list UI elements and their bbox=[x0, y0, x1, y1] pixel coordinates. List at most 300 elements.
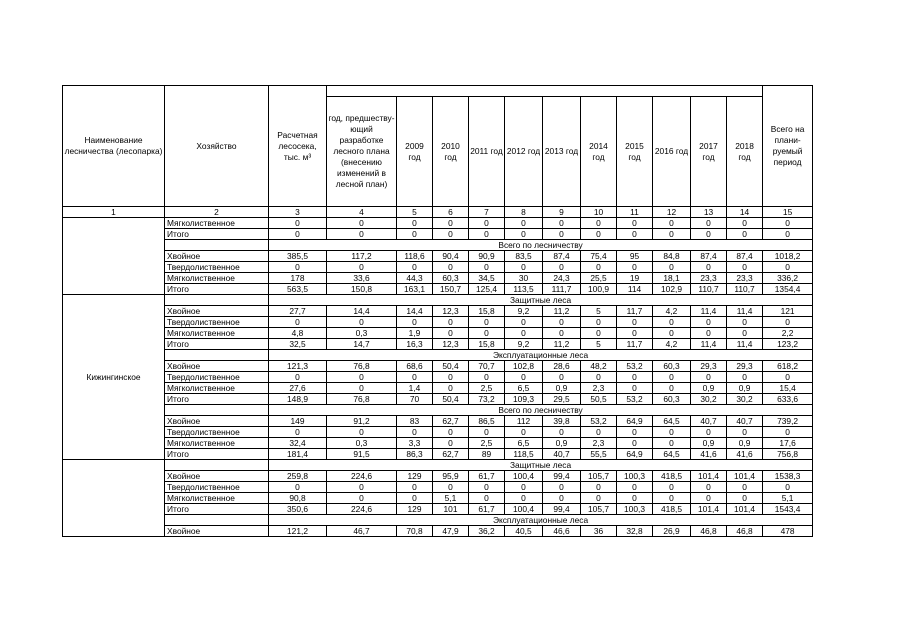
value-cell: 121 bbox=[763, 306, 813, 317]
value-cell: 15,8 bbox=[469, 306, 505, 317]
value-cell: 0 bbox=[581, 427, 617, 438]
value-cell: 0 bbox=[543, 372, 581, 383]
section-spacer bbox=[165, 295, 269, 306]
value-cell: 0,9 bbox=[543, 383, 581, 394]
value-cell: 47,9 bbox=[433, 526, 469, 537]
value-cell: 0 bbox=[617, 229, 653, 240]
value-cell: 100,3 bbox=[617, 504, 653, 515]
value-cell: 86,5 bbox=[469, 416, 505, 427]
table-row bbox=[63, 438, 813, 449]
value-cell: 0 bbox=[581, 482, 617, 493]
value-cell: 0 bbox=[543, 317, 581, 328]
section-title: Эксплуатационные леса bbox=[269, 350, 813, 361]
value-cell: 0 bbox=[433, 317, 469, 328]
value-cell: 0 bbox=[617, 427, 653, 438]
value-cell: 0 bbox=[727, 218, 763, 229]
value-cell: 64,9 bbox=[617, 416, 653, 427]
value-cell: 563,5 bbox=[269, 284, 327, 295]
value-cell: 53,2 bbox=[581, 416, 617, 427]
header-year: 2011 год bbox=[469, 97, 505, 207]
value-cell: 2,5 bbox=[469, 383, 505, 394]
value-cell: 0 bbox=[327, 372, 397, 383]
farm-type-cell: Твердолиственное bbox=[165, 427, 269, 438]
value-cell: 0 bbox=[269, 482, 327, 493]
column-number: 9 bbox=[543, 207, 581, 218]
value-cell: 0 bbox=[727, 482, 763, 493]
column-number: 1 bbox=[63, 207, 165, 218]
table-row bbox=[63, 383, 813, 394]
value-cell: 618,2 bbox=[763, 361, 813, 372]
farm-type-cell: Хвойное bbox=[165, 251, 269, 262]
value-cell: 150,8 bbox=[327, 284, 397, 295]
value-cell: 18,1 bbox=[653, 273, 691, 284]
value-cell: 86,3 bbox=[397, 449, 433, 460]
value-cell: 29,5 bbox=[543, 394, 581, 405]
table-row bbox=[63, 427, 813, 438]
table-row bbox=[63, 339, 813, 350]
value-cell: 0 bbox=[691, 262, 727, 273]
value-cell: 418,5 bbox=[653, 471, 691, 482]
value-cell: 87,4 bbox=[543, 251, 581, 262]
value-cell: 50,5 bbox=[581, 394, 617, 405]
forestry-name-cell bbox=[63, 460, 165, 537]
value-cell: 0 bbox=[433, 427, 469, 438]
value-cell: 0 bbox=[691, 317, 727, 328]
value-cell: 4,2 bbox=[653, 306, 691, 317]
table-row bbox=[63, 482, 813, 493]
column-number: 5 bbox=[397, 207, 433, 218]
value-cell: 11,2 bbox=[543, 339, 581, 350]
header-year: 2015 год bbox=[617, 97, 653, 207]
table-row bbox=[63, 317, 813, 328]
value-cell: 0 bbox=[617, 262, 653, 273]
value-cell: 40,7 bbox=[543, 449, 581, 460]
column-number: 13 bbox=[691, 207, 727, 218]
value-cell: 0 bbox=[327, 493, 397, 504]
table-row bbox=[63, 361, 813, 372]
value-cell: 0 bbox=[327, 218, 397, 229]
table-row bbox=[63, 251, 813, 262]
value-cell: 0 bbox=[617, 383, 653, 394]
value-cell: 0 bbox=[505, 427, 543, 438]
value-cell: 224,6 bbox=[327, 504, 397, 515]
value-cell: 739,2 bbox=[763, 416, 813, 427]
section-spacer bbox=[165, 405, 269, 416]
value-cell: 0 bbox=[433, 328, 469, 339]
value-cell: 46,8 bbox=[691, 526, 727, 537]
value-cell: 0 bbox=[397, 427, 433, 438]
value-cell: 53,2 bbox=[617, 361, 653, 372]
value-cell: 418,5 bbox=[653, 504, 691, 515]
header-year: 2017 год bbox=[691, 97, 727, 207]
value-cell: 0 bbox=[691, 427, 727, 438]
value-cell: 0 bbox=[727, 427, 763, 438]
value-cell: 633,6 bbox=[763, 394, 813, 405]
value-cell: 0 bbox=[543, 218, 581, 229]
value-cell: 259,8 bbox=[269, 471, 327, 482]
value-cell: 0 bbox=[543, 427, 581, 438]
value-cell: 6,5 bbox=[505, 438, 543, 449]
value-cell: 0 bbox=[327, 482, 397, 493]
value-cell: 102,9 bbox=[653, 284, 691, 295]
column-number: 6 bbox=[433, 207, 469, 218]
farm-type-cell: Итого bbox=[165, 284, 269, 295]
value-cell: 64,5 bbox=[653, 416, 691, 427]
value-cell: 0 bbox=[469, 317, 505, 328]
table-row bbox=[63, 328, 813, 339]
section-row bbox=[63, 295, 813, 306]
column-number: 10 bbox=[581, 207, 617, 218]
column-number: 8 bbox=[505, 207, 543, 218]
table-row bbox=[63, 229, 813, 240]
value-cell: 1018,2 bbox=[763, 251, 813, 262]
forest-harvest-table bbox=[62, 85, 813, 537]
column-number: 4 bbox=[327, 207, 397, 218]
value-cell: 0 bbox=[653, 218, 691, 229]
value-cell: 0 bbox=[397, 262, 433, 273]
value-cell: 32,5 bbox=[269, 339, 327, 350]
header-allowable-cut: Расчетная лесосека, тыс. м³ bbox=[269, 86, 327, 207]
value-cell: 73,2 bbox=[469, 394, 505, 405]
value-cell: 90,8 bbox=[269, 493, 327, 504]
value-cell: 0 bbox=[617, 328, 653, 339]
table-row bbox=[63, 306, 813, 317]
value-cell: 756,8 bbox=[763, 449, 813, 460]
value-cell: 12,3 bbox=[433, 306, 469, 317]
farm-type-cell: Хвойное bbox=[165, 526, 269, 537]
value-cell: 101,4 bbox=[727, 471, 763, 482]
value-cell: 0 bbox=[727, 229, 763, 240]
value-cell: 0 bbox=[727, 262, 763, 273]
value-cell: 4,2 bbox=[653, 339, 691, 350]
value-cell: 50,4 bbox=[433, 394, 469, 405]
value-cell: 0 bbox=[433, 482, 469, 493]
section-row bbox=[63, 460, 813, 471]
value-cell: 14,7 bbox=[327, 339, 397, 350]
value-cell: 36 bbox=[581, 526, 617, 537]
header-year: 2018 год bbox=[727, 97, 763, 207]
value-cell: 0 bbox=[543, 262, 581, 273]
value-cell: 0 bbox=[269, 262, 327, 273]
value-cell: 0 bbox=[397, 372, 433, 383]
value-cell: 23,3 bbox=[727, 273, 763, 284]
value-cell: 5,1 bbox=[433, 493, 469, 504]
value-cell: 30,2 bbox=[727, 394, 763, 405]
value-cell: 129 bbox=[397, 504, 433, 515]
value-cell: 100,3 bbox=[617, 471, 653, 482]
value-cell: 0 bbox=[581, 218, 617, 229]
value-cell: 62,7 bbox=[433, 416, 469, 427]
table-row bbox=[63, 471, 813, 482]
value-cell: 29,3 bbox=[691, 361, 727, 372]
value-cell: 0 bbox=[269, 372, 327, 383]
section-row bbox=[63, 350, 813, 361]
value-cell: 0 bbox=[397, 229, 433, 240]
value-cell: 0 bbox=[269, 317, 327, 328]
value-cell: 14,4 bbox=[397, 306, 433, 317]
value-cell: 111,7 bbox=[543, 284, 581, 295]
farm-type-cell: Хвойное bbox=[165, 471, 269, 482]
value-cell: 102,8 bbox=[505, 361, 543, 372]
farm-type-cell: Твердолиственное bbox=[165, 372, 269, 383]
header-year: 2013 год bbox=[543, 97, 581, 207]
value-cell: 0 bbox=[617, 372, 653, 383]
section-row bbox=[63, 240, 813, 251]
value-cell: 0 bbox=[581, 372, 617, 383]
value-cell: 76,8 bbox=[327, 394, 397, 405]
value-cell: 101,4 bbox=[691, 471, 727, 482]
column-number: 12 bbox=[653, 207, 691, 218]
header-forestry: Наименование лесничества (лесопарка) bbox=[63, 86, 165, 207]
header-year: 2012 год bbox=[505, 97, 543, 207]
value-cell: 50,4 bbox=[433, 361, 469, 372]
value-cell: 1354,4 bbox=[763, 284, 813, 295]
value-cell: 15,4 bbox=[763, 383, 813, 394]
value-cell: 105,7 bbox=[581, 504, 617, 515]
value-cell: 46,6 bbox=[543, 526, 581, 537]
value-cell: 0 bbox=[505, 262, 543, 273]
value-cell: 2,2 bbox=[763, 328, 813, 339]
value-cell: 11,4 bbox=[727, 306, 763, 317]
value-cell: 0 bbox=[763, 427, 813, 438]
value-cell: 11,4 bbox=[691, 306, 727, 317]
section-spacer bbox=[165, 460, 269, 471]
value-cell: 0 bbox=[763, 262, 813, 273]
value-cell: 0,3 bbox=[327, 438, 397, 449]
value-cell: 83 bbox=[397, 416, 433, 427]
value-cell: 41,6 bbox=[691, 449, 727, 460]
value-cell: 100,4 bbox=[505, 471, 543, 482]
value-cell: 0 bbox=[691, 218, 727, 229]
section-spacer bbox=[165, 240, 269, 251]
value-cell: 336,2 bbox=[763, 273, 813, 284]
section-title: Всего по лесничеству bbox=[269, 405, 813, 416]
value-cell: 0 bbox=[469, 218, 505, 229]
farm-type-cell: Итого bbox=[165, 229, 269, 240]
forestry-name-cell bbox=[63, 218, 165, 295]
value-cell: 0 bbox=[505, 328, 543, 339]
section-spacer bbox=[165, 350, 269, 361]
value-cell: 129 bbox=[397, 471, 433, 482]
value-cell: 17,6 bbox=[763, 438, 813, 449]
value-cell: 0,3 bbox=[327, 328, 397, 339]
value-cell: 0 bbox=[327, 317, 397, 328]
value-cell: 26,9 bbox=[653, 526, 691, 537]
value-cell: 64,9 bbox=[617, 449, 653, 460]
value-cell: 90,4 bbox=[433, 251, 469, 262]
table-row bbox=[63, 493, 813, 504]
value-cell: 60,3 bbox=[433, 273, 469, 284]
farm-type-cell: Мягколиственное bbox=[165, 218, 269, 229]
value-cell: 0 bbox=[653, 493, 691, 504]
value-cell: 0,9 bbox=[543, 438, 581, 449]
value-cell: 55,5 bbox=[581, 449, 617, 460]
farm-type-cell: Твердолиственное bbox=[165, 317, 269, 328]
table-row bbox=[63, 372, 813, 383]
section-row bbox=[63, 405, 813, 416]
value-cell: 0,9 bbox=[727, 438, 763, 449]
value-cell: 0 bbox=[469, 262, 505, 273]
farm-type-cell: Хвойное bbox=[165, 361, 269, 372]
value-cell: 0 bbox=[727, 372, 763, 383]
value-cell: 6,5 bbox=[505, 383, 543, 394]
value-cell: 29,3 bbox=[727, 361, 763, 372]
column-number: 11 bbox=[617, 207, 653, 218]
value-cell: 11,7 bbox=[617, 306, 653, 317]
value-cell: 68,6 bbox=[397, 361, 433, 372]
value-cell: 32,8 bbox=[617, 526, 653, 537]
farm-type-cell: Итого bbox=[165, 339, 269, 350]
value-cell: 61,7 bbox=[469, 471, 505, 482]
value-cell: 148,9 bbox=[269, 394, 327, 405]
value-cell: 121,3 bbox=[269, 361, 327, 372]
value-cell: 60,3 bbox=[653, 361, 691, 372]
value-cell: 0 bbox=[763, 482, 813, 493]
value-cell: 0 bbox=[763, 218, 813, 229]
value-cell: 32,4 bbox=[269, 438, 327, 449]
farm-type-cell: Итого bbox=[165, 449, 269, 460]
value-cell: 110,7 bbox=[727, 284, 763, 295]
farm-type-cell: Твердолиственное bbox=[165, 262, 269, 273]
header-total: Всего на плани-руемый период bbox=[763, 86, 813, 207]
header-blank bbox=[327, 86, 763, 97]
value-cell: 118,5 bbox=[505, 449, 543, 460]
value-cell: 11,4 bbox=[727, 339, 763, 350]
value-cell: 5 bbox=[581, 339, 617, 350]
farm-type-cell: Итого bbox=[165, 504, 269, 515]
value-cell: 163,1 bbox=[397, 284, 433, 295]
value-cell: 0 bbox=[581, 262, 617, 273]
value-cell: 28,6 bbox=[543, 361, 581, 372]
value-cell: 0 bbox=[617, 493, 653, 504]
farm-type-cell: Мягколиственное bbox=[165, 438, 269, 449]
value-cell: 46,7 bbox=[327, 526, 397, 537]
value-cell: 0 bbox=[763, 229, 813, 240]
value-cell: 40,7 bbox=[691, 416, 727, 427]
value-cell: 0 bbox=[327, 427, 397, 438]
value-cell: 60,3 bbox=[653, 394, 691, 405]
value-cell: 12,3 bbox=[433, 339, 469, 350]
value-cell: 14,4 bbox=[327, 306, 397, 317]
table-row bbox=[63, 273, 813, 284]
value-cell: 0 bbox=[433, 218, 469, 229]
value-cell: 11,4 bbox=[691, 339, 727, 350]
value-cell: 121,2 bbox=[269, 526, 327, 537]
value-cell: 109,3 bbox=[505, 394, 543, 405]
value-cell: 36,2 bbox=[469, 526, 505, 537]
value-cell: 2,3 bbox=[581, 438, 617, 449]
header-year: 2009 год bbox=[397, 97, 433, 207]
value-cell: 48,2 bbox=[581, 361, 617, 372]
value-cell: 0 bbox=[397, 218, 433, 229]
value-cell: 30 bbox=[505, 273, 543, 284]
value-cell: 40,7 bbox=[727, 416, 763, 427]
value-cell: 0 bbox=[543, 482, 581, 493]
value-cell: 95,9 bbox=[433, 471, 469, 482]
value-cell: 0 bbox=[581, 317, 617, 328]
value-cell: 0 bbox=[617, 438, 653, 449]
value-cell: 0 bbox=[505, 229, 543, 240]
value-cell: 4,8 bbox=[269, 328, 327, 339]
value-cell: 0 bbox=[691, 229, 727, 240]
value-cell: 33,6 bbox=[327, 273, 397, 284]
value-cell: 150,7 bbox=[433, 284, 469, 295]
value-cell: 0 bbox=[469, 229, 505, 240]
value-cell: 1,4 bbox=[397, 383, 433, 394]
value-cell: 101 bbox=[433, 504, 469, 515]
value-cell: 0 bbox=[433, 229, 469, 240]
value-cell: 0 bbox=[653, 262, 691, 273]
value-cell: 5 bbox=[581, 306, 617, 317]
value-cell: 0,9 bbox=[691, 383, 727, 394]
table-row bbox=[63, 504, 813, 515]
value-cell: 101,4 bbox=[727, 504, 763, 515]
value-cell: 0,9 bbox=[727, 383, 763, 394]
value-cell: 100,4 bbox=[505, 504, 543, 515]
value-cell: 84,8 bbox=[653, 251, 691, 262]
value-cell: 0 bbox=[691, 372, 727, 383]
value-cell: 0,9 bbox=[691, 438, 727, 449]
farm-type-cell: Мягколиственное bbox=[165, 273, 269, 284]
value-cell: 87,4 bbox=[727, 251, 763, 262]
value-cell: 91,5 bbox=[327, 449, 397, 460]
value-cell: 3,3 bbox=[397, 438, 433, 449]
value-cell: 25,5 bbox=[581, 273, 617, 284]
value-cell: 39,8 bbox=[543, 416, 581, 427]
farm-type-cell: Мягколиственное bbox=[165, 328, 269, 339]
value-cell: 0 bbox=[691, 328, 727, 339]
value-cell: 70,8 bbox=[397, 526, 433, 537]
value-cell: 0 bbox=[653, 438, 691, 449]
value-cell: 0 bbox=[327, 229, 397, 240]
value-cell: 112 bbox=[505, 416, 543, 427]
value-cell: 0 bbox=[505, 372, 543, 383]
value-cell: 0 bbox=[617, 317, 653, 328]
value-cell: 0 bbox=[727, 328, 763, 339]
value-cell: 0 bbox=[269, 218, 327, 229]
forestry-name-cell: Кижингинское bbox=[63, 295, 165, 460]
section-title: Защитные леса bbox=[269, 460, 813, 471]
value-cell: 0 bbox=[469, 328, 505, 339]
header-prev-year: год, предшеству-ющий разработке лесного плана (внесению изменений в лесной план) bbox=[327, 97, 397, 207]
value-cell: 5,1 bbox=[763, 493, 813, 504]
header-year: 2014 год bbox=[581, 97, 617, 207]
value-cell: 118,6 bbox=[397, 251, 433, 262]
column-numbers-row bbox=[63, 207, 813, 218]
value-cell: 0 bbox=[397, 317, 433, 328]
section-row bbox=[63, 515, 813, 526]
farm-type-cell: Твердолиственное bbox=[165, 482, 269, 493]
value-cell: 0 bbox=[653, 383, 691, 394]
value-cell: 117,2 bbox=[327, 251, 397, 262]
value-cell: 125,4 bbox=[469, 284, 505, 295]
value-cell: 0 bbox=[397, 493, 433, 504]
value-cell: 1543,4 bbox=[763, 504, 813, 515]
value-cell: 0 bbox=[763, 372, 813, 383]
value-cell: 0 bbox=[653, 317, 691, 328]
header-farm: Хозяйство bbox=[165, 86, 269, 207]
value-cell: 105,7 bbox=[581, 471, 617, 482]
value-cell: 0 bbox=[653, 427, 691, 438]
value-cell: 0 bbox=[653, 482, 691, 493]
column-number: 15 bbox=[763, 207, 813, 218]
value-cell: 0 bbox=[269, 427, 327, 438]
value-cell: 83,5 bbox=[505, 251, 543, 262]
value-cell: 0 bbox=[543, 328, 581, 339]
value-cell: 1,9 bbox=[397, 328, 433, 339]
value-cell: 181,4 bbox=[269, 449, 327, 460]
table-row bbox=[63, 262, 813, 273]
